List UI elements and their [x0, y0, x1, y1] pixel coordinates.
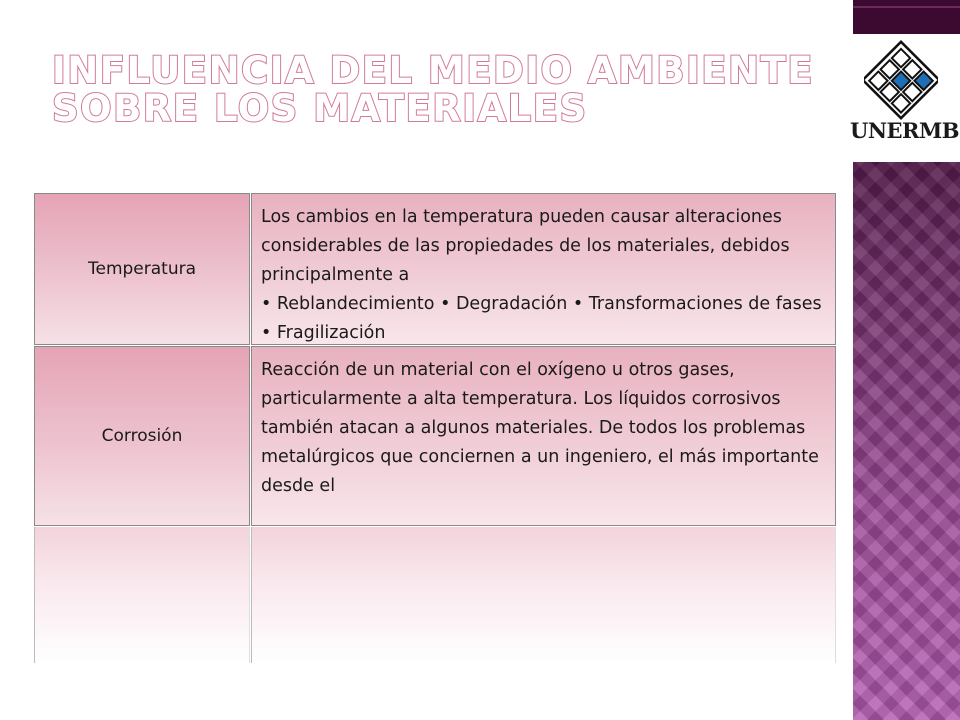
- table-cell-description: [251, 346, 836, 526]
- content-table: [34, 192, 836, 662]
- table-cell-description-empty: [251, 527, 836, 663]
- slide-title: INFLUENCIA DEL MEDIO AMBIENTE SOBRE LOS MATERIALES: [52, 49, 815, 130]
- row-label-corrosion: Corrosión: [101, 426, 183, 446]
- table-cell-label: [34, 193, 250, 345]
- side-band-top-strip: [853, 6, 960, 8]
- description-text: Reacción de un material con el oxígeno u otros gases, particularmente a alta temperatura. Los líquidos corrosivos también atacan a algunos materiales. De todos los problemas metalúrgicos que conciernen a un ingeniero, el más importante desde el: [261, 360, 819, 496]
- logo-wordmark: UNERMB: [850, 118, 959, 143]
- row-description-temperatura: [261, 203, 829, 348]
- table-row: [34, 345, 836, 526]
- table-cell-label: [34, 346, 250, 526]
- bullet-list-text: • Reblandecimiento • Degradación • Transformaciones de fases • Fragilización: [261, 294, 822, 343]
- table-row-empty: [34, 526, 836, 663]
- unermb-diamond-logo-icon: [864, 40, 938, 122]
- table-cell-description: [251, 193, 836, 345]
- table-row: [34, 192, 836, 345]
- table-cell-label-empty: [34, 527, 250, 663]
- row-description-corrosion: [261, 356, 829, 501]
- row-label-temperatura: Temperatura: [87, 259, 197, 279]
- description-text: Los cambios en la temperatura pueden causar alteraciones considerables de las propiedades de los materiales, debidos principalmente a: [261, 207, 790, 285]
